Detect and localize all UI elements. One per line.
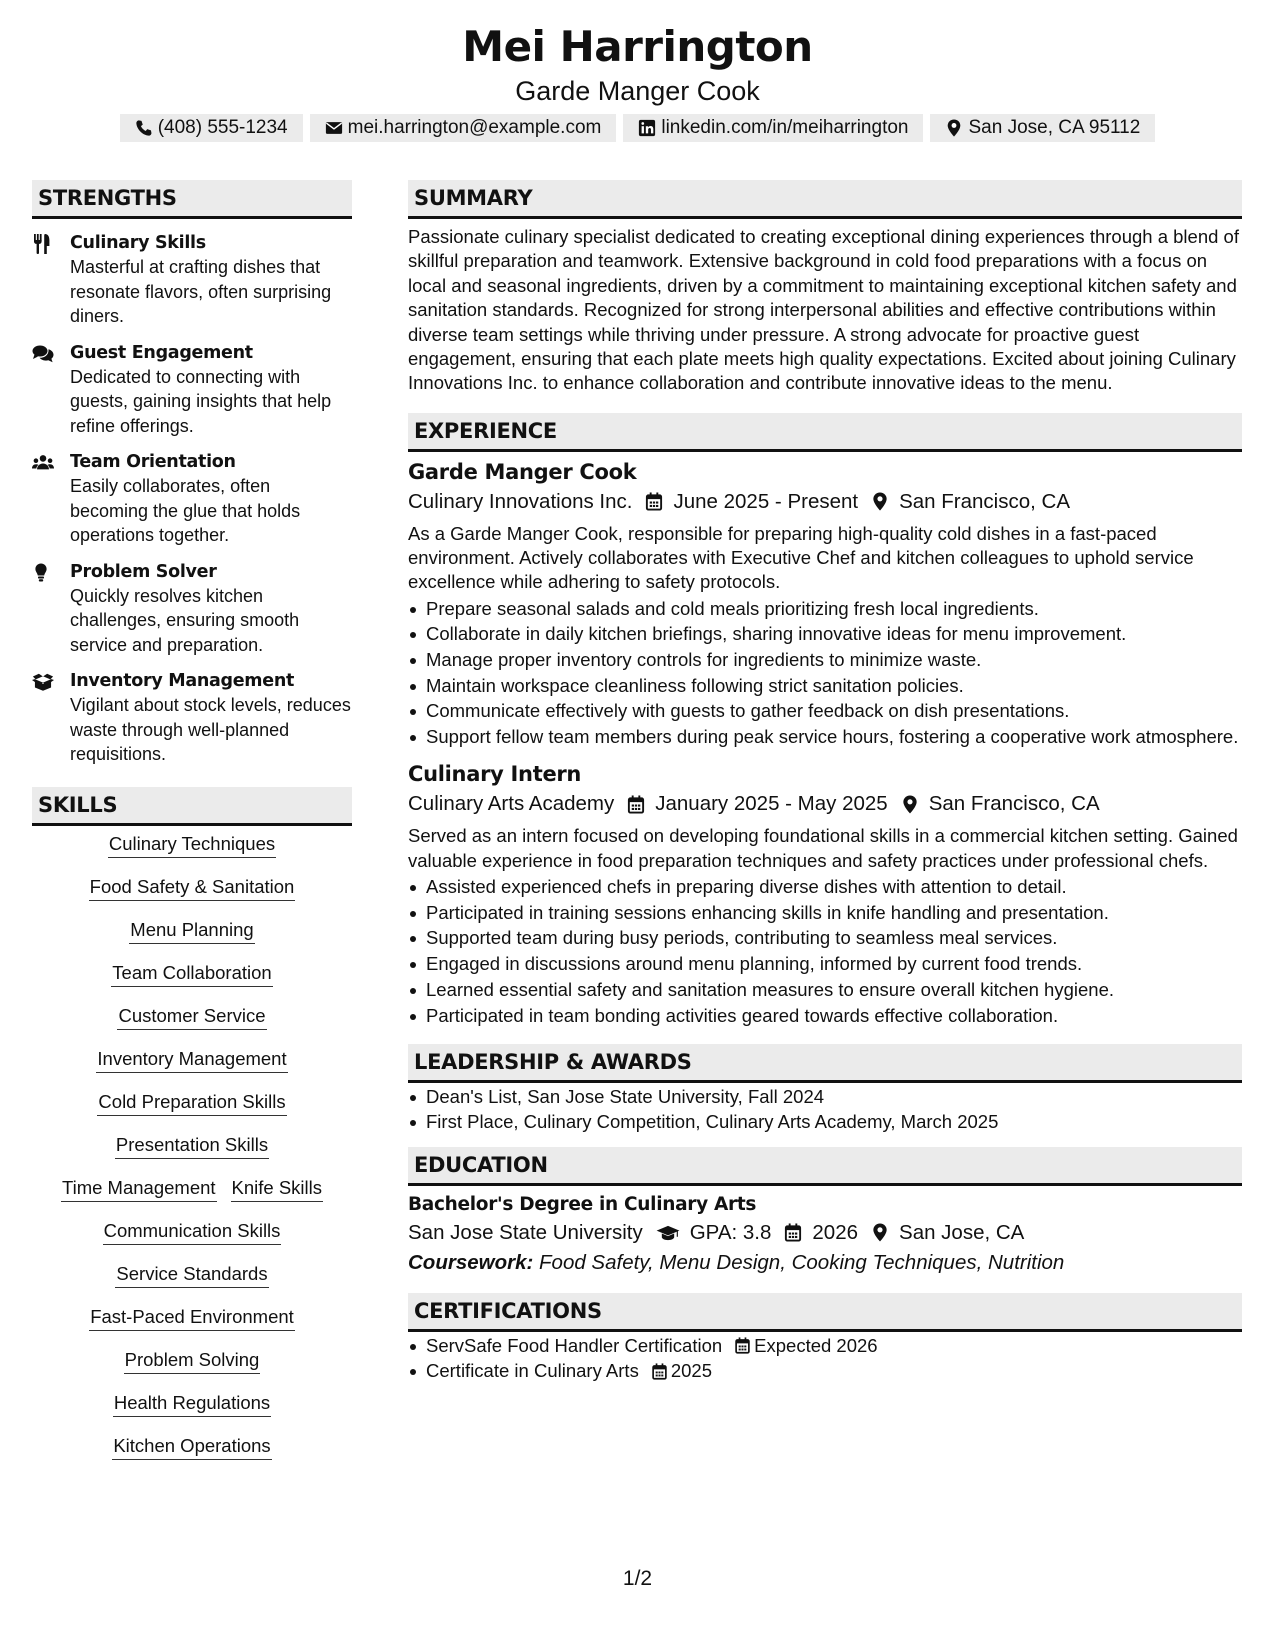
map-pin-icon [901,795,919,814]
skill-tag: Team Collaboration [111,960,272,987]
strength-desc: Masterful at crafting dishes that resonate flavors, often surprising diners. [70,257,332,326]
box-open-icon [32,672,54,692]
list-item: Collaborate in daily kitchen briefings, sharing innovative ideas for menu improvement. [408,622,1242,646]
education-meta [408,1218,1242,1248]
list-item: Engaged in discussions around menu planning, informed by current food trends. [408,952,1242,976]
list-item [408,1359,1242,1383]
cert-date: 2025 [670,1360,712,1382]
job-description: Served as an intern focused on developing foundational skills in a commercial kitchen setting. Gained valuable experience in food preparation techniques and safety practices under professional chefs. [408,825,1238,871]
coursework-text: Food Safety, Menu Design, Cooking Techniques, Nutrition [539,1250,1065,1274]
skill-tag: Problem Solving [124,1347,261,1374]
job-location: San Francisco, CA [899,489,1071,513]
cert-name: Certificate in Culinary Arts [426,1360,639,1382]
awards-heading: LEADERSHIP & AWARDS [408,1044,1242,1083]
summary-text: Passionate culinary specialist dedicated to creating exceptional dining experiences through a blend of skillful preparation and teamwork. Extensive background in cold food preparations with a focus on local and seasonal ingredients, driven by a commitment to maintaining exceptional kitchen safety and sanitation standards. Recognized for strong interpersonal abilities and effective contributions within diverse team settings while thriving under pressure. A strong advocate for proactive guest engagement, ensuring that each plate meets high quality expectations. Excited about joining Culinary Innovations Inc. to enhance collaboration and contribute innovative ideas to the menu. [408,226,1239,394]
skill-tag: Communication Skills [103,1218,282,1245]
contact-phone[interactable] [120,114,303,142]
left-column [32,180,352,1476]
strengths-heading: STRENGTHS [32,180,352,219]
linkedin-icon [638,119,656,137]
job-description: As a Garde Manger Cook, responsible for preparing high-quality cold dishes in a fast-paced environment. Actively collaborates with Executive Chef and kitchen colleagues to uphold service excellence while adhering to safety protocols. [408,522,1194,593]
job-entry [408,761,1242,1027]
list-item: Participated in training sessions enhancing skills in knife handling and presentation. [408,901,1242,925]
users-icon [32,453,54,473]
strength-item [32,231,352,329]
list-item: Participated in team bonding activities geared towards effective collaboration. [408,1004,1242,1028]
list-item: Prepare seasonal salads and cold meals prioritizing fresh local ingredients. [408,597,1242,621]
strength-title: Culinary Skills [70,233,206,253]
resume-header [0,22,1275,108]
phone-icon [135,119,153,137]
list-item: Supported team during busy periods, contributing to seamless meal services. [408,926,1242,950]
skills-heading: SKILLS [32,787,352,826]
job-location: San Francisco, CA [928,792,1100,816]
strength-title: Problem Solver [70,561,217,582]
calendar-icon [627,795,645,814]
strength-title: Team Orientation [70,452,236,472]
map-pin-icon [945,119,963,137]
contact-bar [0,114,1275,142]
location-text: San Jose, CA 95112 [968,117,1141,138]
strength-desc: Vigilant about stock levels, reduces waste through well-planned requisitions. [70,695,351,764]
envelope-icon [325,119,343,137]
certifications-list [408,1334,1242,1384]
strength-desc: Easily collaborates, often becoming the glue that holds operations together. [70,476,301,545]
job-entry [408,459,1242,750]
list-item: Manage proper inventory controls for ingredients to minimize waste. [408,648,1242,672]
skill-tag: Menu Planning [129,917,254,944]
certifications-heading: CERTIFICATIONS [408,1293,1242,1332]
list-item: Maintain workspace cleanliness following strict sanitation policies. [408,674,1242,698]
skill-tag: Customer Service [117,1003,266,1030]
degree-title: Bachelor's Degree in Culinary Arts [408,1193,757,1215]
calendar-icon [784,1223,802,1242]
coursework-label: Coursework: [408,1250,534,1274]
phone-text: (408) 555-1234 [157,117,288,138]
lightbulb-icon [32,563,54,583]
email-text: mei.harrington@example.com [347,117,602,138]
linkedin-text: linkedin.com/in/meiharrington [661,117,909,138]
summary-heading: SUMMARY [408,180,1242,219]
job-title: Garde Manger Cook [408,459,637,484]
education-heading: EDUCATION [408,1147,1242,1186]
skill-tag: Time Management [61,1175,217,1202]
strength-desc: Dedicated to connecting with guests, gaining insights that help refine offerings. [70,366,332,436]
skill-tag: Culinary Techniques [108,831,276,858]
job-bullets [408,875,1242,1028]
experience-heading: EXPERIENCE [408,413,1242,452]
coursework [408,1248,1242,1277]
cert-name: ServSafe Food Handler Certification [426,1334,723,1356]
education-location: San Jose, CA [899,1220,1025,1244]
gpa: GPA: 3.8 [689,1220,772,1244]
contact-location[interactable] [930,114,1155,142]
candidate-name: Mei Harrington [462,22,813,71]
school-name: San Jose State University [408,1220,643,1244]
candidate-title: Garde Manger Cook [515,76,760,106]
skills-section [32,787,352,1460]
utensils-icon [32,234,54,254]
skill-tag: Food Safety & Sanitation [89,874,296,901]
job-company: Culinary Arts Academy [408,792,615,816]
list-item: Learned essential safety and sanitation measures to ensure overall kitchen hygiene. [408,978,1242,1002]
map-pin-icon [871,492,889,511]
list-item: Support fellow team members during peak service hours, fostering a cooperative work atmosphere. [408,725,1242,749]
job-company: Culinary Innovations Inc. [408,489,633,513]
calendar-icon [734,1337,751,1354]
list-item [408,1334,1242,1358]
calendar-icon [645,492,663,511]
strength-title: Inventory Management [70,671,295,691]
graduation-cap-icon [656,1223,680,1242]
right-column [408,180,1242,1385]
job-dates: June 2025 - Present [673,489,859,513]
job-title: Culinary Intern [408,762,582,787]
list-item: Dean's List, San Jose State University, Fall 2024 [408,1085,1242,1109]
skills-list [32,826,352,1460]
list-item: Communicate effectively with guests to gather feedback on dish presentations. [408,699,1242,723]
graduation-year: 2026 [812,1220,859,1244]
contact-linkedin[interactable] [623,114,923,142]
skill-tag: Cold Preparation Skills [97,1089,286,1116]
skill-tag: Knife Skills [231,1175,323,1202]
list-item: Assisted experienced chefs in preparing diverse dishes with attention to detail. [408,875,1242,899]
skill-tag: Inventory Management [96,1046,287,1073]
contact-email[interactable] [310,114,617,142]
skill-tag: Health Regulations [113,1390,271,1417]
map-pin-icon [871,1223,889,1242]
strength-item [32,341,352,439]
job-meta [408,487,1242,517]
skill-tag: Service Standards [115,1261,268,1288]
list-item: First Place, Culinary Competition, Culinary Arts Academy, March 2025 [408,1110,1242,1134]
strength-desc: Quickly resolves kitchen challenges, ensuring smooth service and preparation. [70,585,300,655]
page-number: 1/2 [622,1567,653,1590]
cert-date: Expected 2026 [754,1334,878,1356]
strength-item [32,450,352,548]
job-dates: January 2025 - May 2025 [655,792,888,816]
strength-title: Guest Engagement [70,342,253,363]
skill-tag: Presentation Skills [115,1132,269,1159]
strength-item [32,669,352,767]
skill-tag: Kitchen Operations [112,1433,271,1460]
comments-icon [32,344,54,364]
job-meta [408,789,1242,819]
skill-tag: Fast-Paced Environment [89,1304,295,1331]
awards-list [408,1085,1242,1135]
job-bullets [408,597,1242,750]
strength-item [32,560,352,658]
calendar-icon [651,1363,668,1380]
